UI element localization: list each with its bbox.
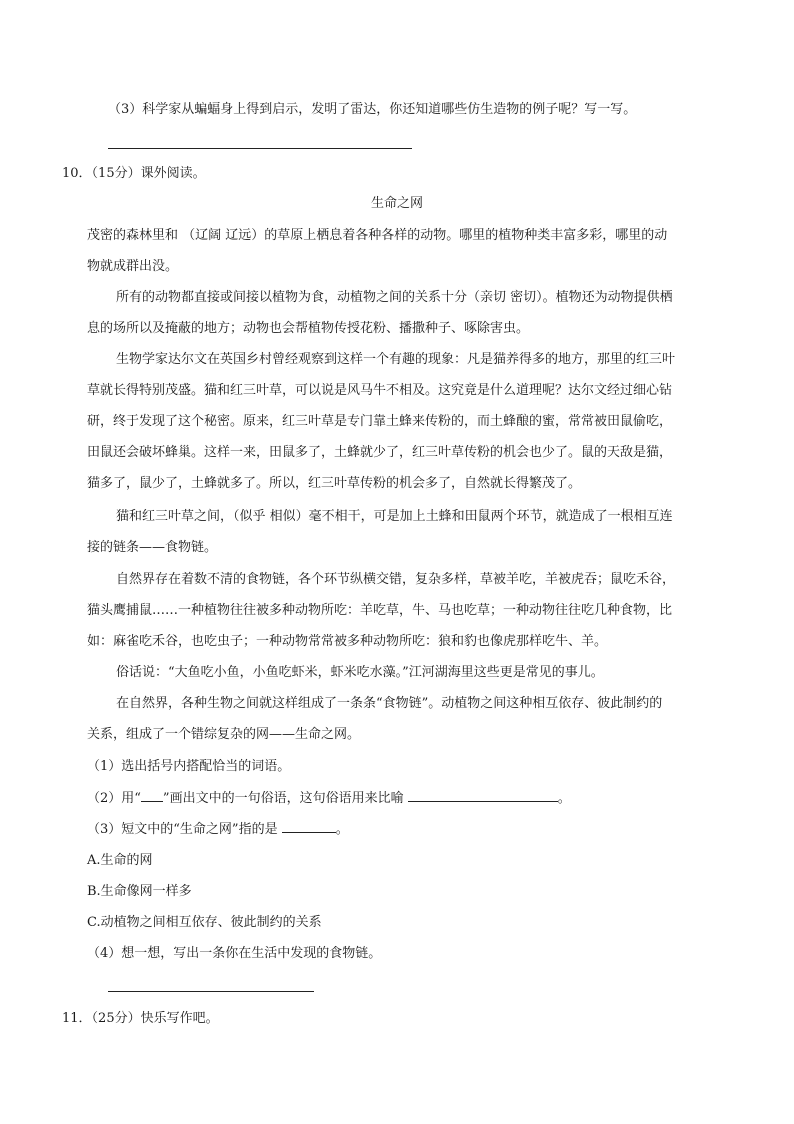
passage-line: 研，终于发现了这个秘密。原来，红三叶草是专门靠土蜂来传粉的，而土蜂酿的蜜，常常被田鼠偷吃，	[87, 414, 673, 429]
question-9-3-text: （3）科学家从蝙蝠身上得到启示，发明了雷达，你还知道哪些仿生造物的例子呢？写一写。	[108, 102, 637, 117]
passage-line: 猫和红三叶草之间，（似乎 相似）毫不相干，可是加上土蜂和田鼠两个环节，就造成了一根相互连	[116, 509, 673, 524]
passage-line: 猫多了，鼠少了，土蜂就多了。所以，红三叶草传粉的机会多了，自然就长得繁茂了。	[87, 476, 582, 491]
passage-line: 在自然界，各种生物之间就这样组成了一条条“食物链”。动植物之间这种相互依存、彼此制约的	[116, 696, 663, 711]
question-11-header: 11．（25分）快乐写作吧。	[62, 1011, 219, 1026]
passage-line: 所有的动物都直接或间接以植物为食，动植物之间的关系十分（亲切 密切）。植物还为动物提供栖	[116, 290, 673, 305]
option-b[interactable]: B.生命像网一样多	[87, 884, 192, 899]
question-10-4-text: （4）想一想，写出一条你在生活中发现的食物链。	[87, 946, 382, 961]
passage-line: 田鼠还会破坏蜂巢。这样一来，田鼠多了，土蜂就少了，红三叶草传粉的机会也少了。鼠的天敌是猫，	[87, 445, 673, 460]
passage-line: 如：麻雀吃禾谷，也吃虫子；一种动物常常被多种动物所吃：狼和豹也像虎那样吃牛、羊。	[87, 634, 608, 649]
option-a[interactable]: A.生命的网	[87, 853, 153, 868]
passage-line: 茂密的森林里和 （辽阔 辽远）的草原上栖息着各种各样的动物。哪里的植物种类丰富多彩，哪里的动	[87, 228, 668, 243]
question-10-header: 10．（15分）课外阅读。	[62, 166, 206, 181]
underline-marker	[141, 789, 163, 802]
passage-line: 息的场所以及掩蔽的地方；动物也会帮植物传授花粉、播撒种子、啄除害虫。	[87, 321, 530, 336]
answer-line-9-3[interactable]	[108, 148, 412, 149]
question-10-2-text: （2）用“ ”画出文中的一句俗语，这句俗语用来比喻 。	[87, 791, 571, 806]
option-c[interactable]: C.动植物之间相互依存、彼此制约的关系	[87, 915, 322, 930]
answer-blank-10-3[interactable]	[282, 820, 336, 833]
passage-line: 俗话说：“大鱼吃小鱼，小鱼吃虾米，虾米吃水藻。”江河湖海里这些更是常见的事儿。	[116, 665, 604, 680]
passage-line: 猫头鹰捕鼠……一种植物往往被多种动物所吃：羊吃草，牛、马也吃草；一种动物往往吃几种食物，比	[87, 603, 673, 618]
question-10-3-text: （3）短文中的“生命之网”指的是 。	[87, 822, 349, 837]
answer-line-10-4[interactable]	[108, 991, 314, 992]
question-10-1-text: （1）选出括号内搭配恰当的词语。	[87, 759, 291, 774]
passage-line: 接的链条——食物链。	[87, 540, 218, 555]
answer-blank-10-2[interactable]	[408, 789, 558, 802]
passage-line: 物就成群出没。	[87, 259, 179, 274]
passage-title: 生命之网	[370, 196, 423, 211]
passage-line: 自然界存在着数不清的食物链，各个环节纵横交错，复杂多样，草被羊吃，羊被虎吞；鼠吃禾谷，	[116, 572, 676, 587]
passage-line: 生物学家达尔文在英国乡村曾经观察到这样一个有趣的现象：凡是猫养得多的地方，那里的红三叶	[116, 352, 676, 367]
passage-line: 关系，组成了一个错综复杂的网——生命之网。	[87, 727, 361, 742]
passage-line: 草就长得特别茂盛。猫和红三叶草，可以说是风马牛不相及。这究竟是什么道理呢？达尔文经过细心钻	[87, 383, 673, 398]
